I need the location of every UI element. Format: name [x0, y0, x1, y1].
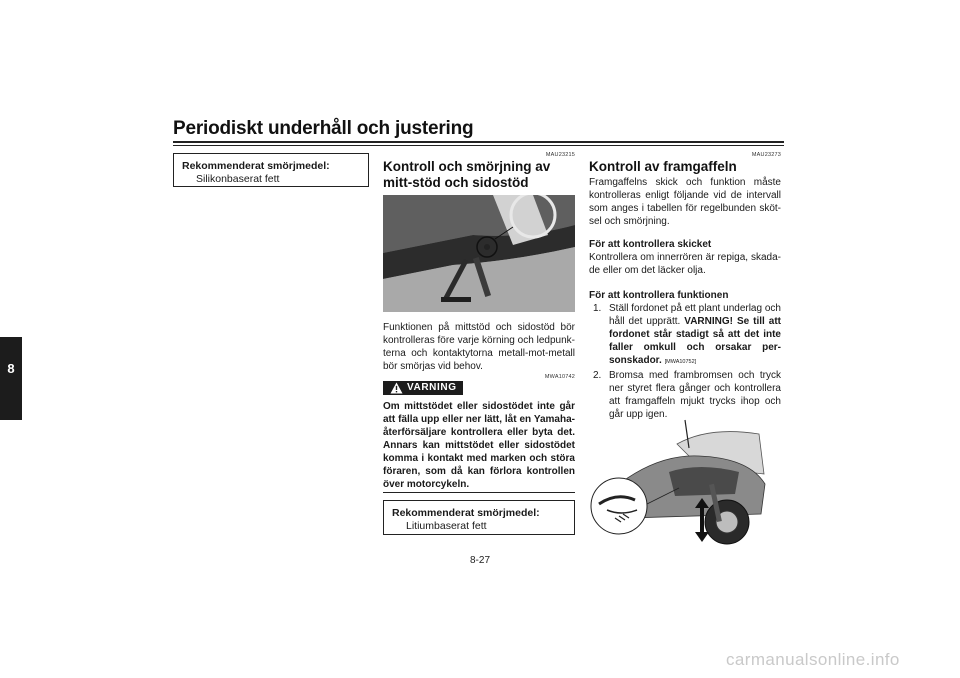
chapter-number: 8 [7, 361, 15, 376]
motorcycle-fork-drawing [589, 414, 781, 548]
step-text: Ställ fordonet på ett plant underlag och håll det upprätt. [609, 303, 781, 327]
lubricant-box-left [173, 153, 369, 187]
lubricant-box-heading: Rekommenderat smörjmedel: [392, 507, 540, 519]
step-number: 1. [593, 303, 602, 314]
page-number: 8-27 [469, 555, 490, 566]
list-item [593, 302, 781, 369]
stand-photo [383, 195, 575, 312]
fork-illustration [589, 414, 781, 548]
lubricant-box-middle [383, 500, 575, 535]
section-heading-fork: Kontroll av framgaffeln [589, 159, 737, 174]
fork-intro: Framgaffelns skick och funktion måste kontrolleras enligt följande vid de intervall som anges i tabellen för regelbunden sköt-sel och smörjning. [589, 177, 781, 227]
subheading-function: För att kontrollera funktionen [589, 290, 729, 301]
warning-rule [383, 492, 575, 493]
step-text: Bromsa med frambromsen och tryck ner styret flera gånger och kontrollera att framgaffeln mjukt trycks ihop och går upp igen. [609, 370, 781, 420]
chapter-tab [0, 337, 22, 420]
header-rule [173, 141, 784, 143]
watermark: carmanualsonline.info [726, 650, 900, 669]
lubricant-box-value: Silikonbaserat fett [196, 173, 280, 185]
step-number: 2. [593, 370, 602, 381]
lubricant-box-heading: Rekommenderat smörjmedel: [182, 160, 330, 172]
section-code: MAU23273 [751, 152, 781, 158]
section-heading-stand: Kontroll och smörjning av mitt-stöd och sidostöd [383, 159, 551, 190]
subheading-condition: För att kontrollera skicket [589, 239, 712, 250]
stand-paragraph: Funktionen på mittstöd och sidostöd bör kontrolleras före varje körning och ledpunk-terna och kontaktytorna metall-mot-metall bör smörjas vid behov. [383, 322, 575, 372]
condition-text: Kontrollera om innerrören är repiga, skada-de eller om det läcker olja. [589, 252, 781, 276]
warning-badge [383, 381, 463, 395]
header-rule-thin [173, 145, 784, 146]
warning-icon [390, 382, 403, 394]
steps-list [593, 302, 781, 421]
warning-code: MWA10742 [544, 374, 575, 380]
stand-illustration [383, 195, 575, 312]
warning-label: VARNING [407, 382, 457, 393]
page-title: Periodiskt underhåll och justering [173, 118, 474, 139]
section-code: MAU23215 [545, 152, 575, 158]
warning-text: Om mittstödet eller sidostödet inte går att fälla upp eller ner lätt, låt en Yamaha-återförsäljare kontrollera eller byta det. Annars kan mittstödet eller sidostödet komma i kontakt med marken och störa föraren, som då kan förlora kontrollen över motorcykeln. [383, 401, 575, 490]
step-warning: VARNING! Se till att fordonet står stadigt så att det inte faller omkull och orsakar per-sonskador. [609, 316, 781, 366]
lubricant-box-value: Litiumbaserat fett [406, 520, 487, 532]
step-code: [MWA10752] [664, 359, 697, 365]
